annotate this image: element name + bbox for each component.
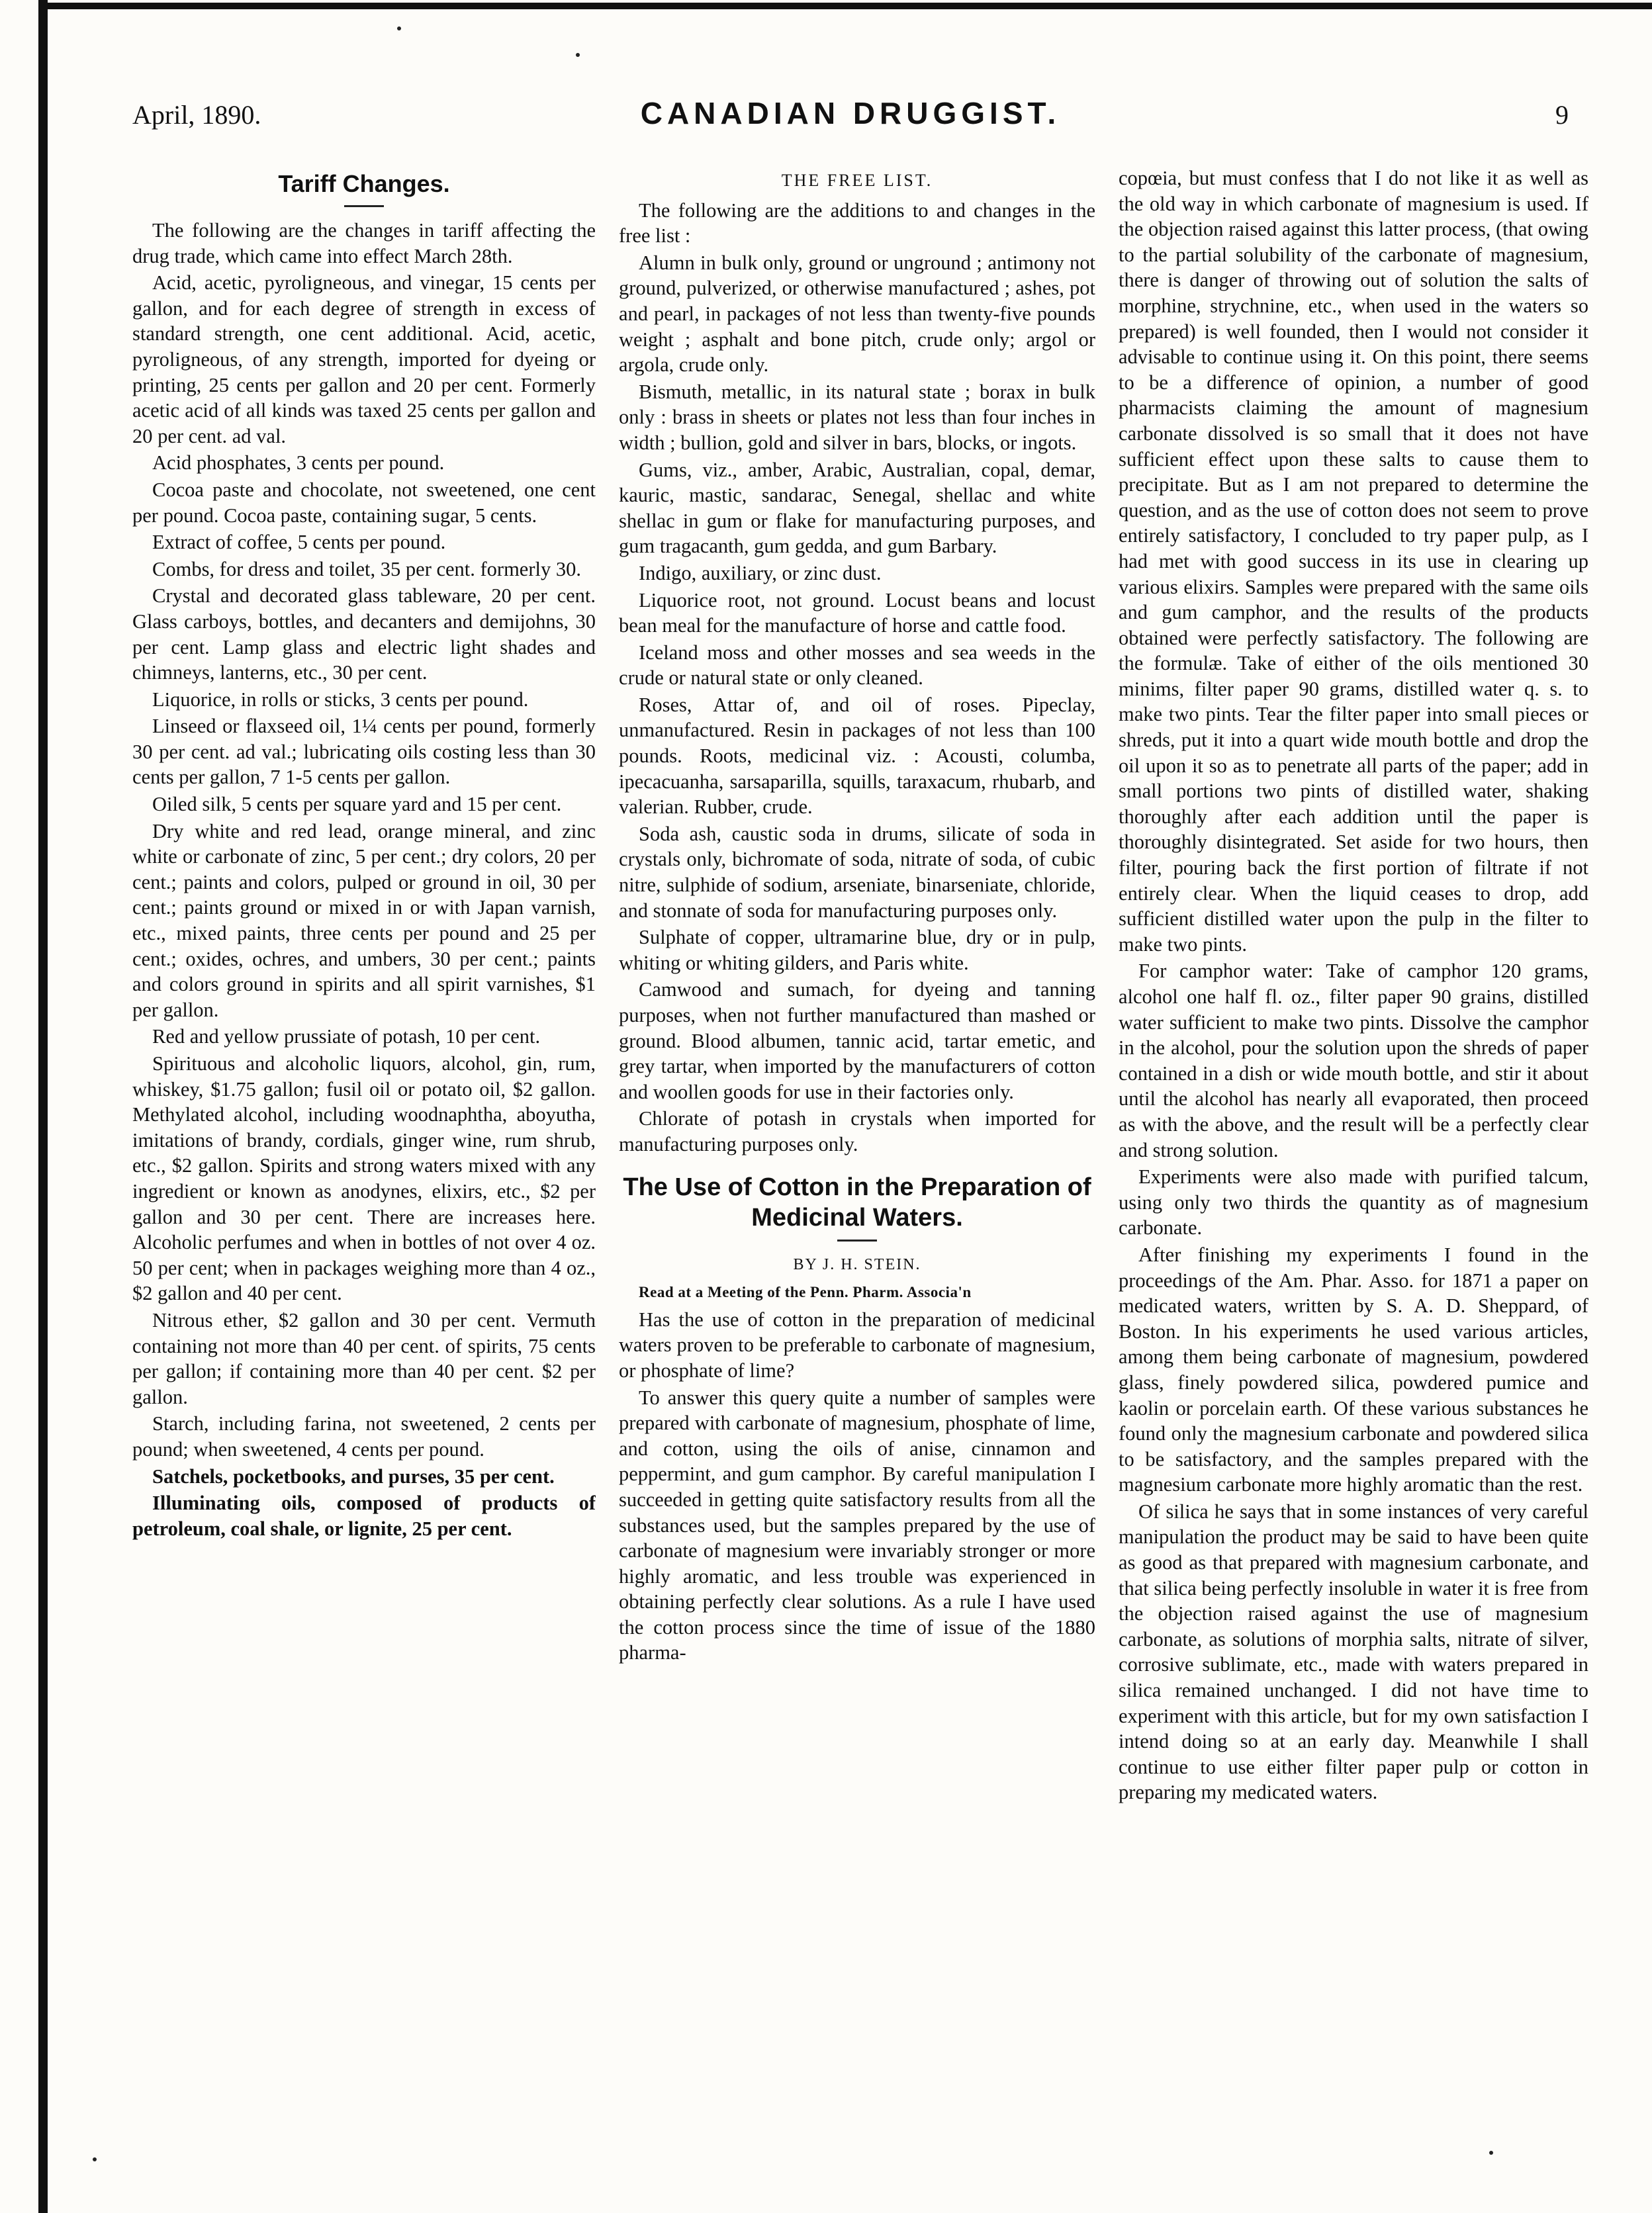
top-border-rule <box>40 3 1652 9</box>
paragraph: Starch, including farina, not sweetened, 2 cents per pound; when sweetened, 4 cents per pound. <box>132 1412 596 1461</box>
paragraph: Sulphate of copper, ultramarine blue, dry or in pulp, whiting or whiting gilders, and Paris white. <box>619 926 1095 974</box>
page-header <box>132 96 1569 146</box>
paragraph: Spirituous and alcoholic liquors, alcohol, gin, rum, whiskey, $1.75 gallon; fusil oil or potato oil, $2 gallon. Methylated alcohol, including woodnaphtha, aboyutha, imitations of brandy, cordials, ginger wine, rum shrub, etc., $2 gallon. Spirits and strong waters mixed with any ingredient or known as anodynes, elixirs, etc., $2 per gallon and 30 per cent. There are increases here. Alcoholic perfumes and when in bottles of not over 4 oz. 50 per cent; when in packages weighing more than 4 oz., $2 gallon and 40 per cent. <box>132 1052 596 1305</box>
paragraph: Satchels, pocketbooks, and purses, 35 per cent. <box>152 1465 555 1488</box>
paragraph: Nitrous ether, $2 gallon and 30 per cent. Vermuth containing not more than 40 per cent. of spirits, 75 cents per gallon; if containing more than 40 per cent. $2 per gallon. <box>132 1308 596 1408</box>
paragraph: Acid phosphates, 3 cents per pound. <box>152 451 445 474</box>
paragraph: Cocoa paste and chocolate, not sweetened, one cent per pound. Cocoa paste, containing sugar, 5 cents. <box>132 478 596 527</box>
paragraph: Alumn in bulk only, ground or unground ; antimony not ground, pulverized, or otherwise manufactured ; ashes, pot and pearl, in packages of not less than twenty-five pounds weight ; asphalt and bone pitch, crude only; argol or argola, crude only. <box>619 251 1095 377</box>
scan-speck <box>93 2157 97 2161</box>
paragraph: Red and yellow prussiate of potash, 10 per cent. <box>152 1025 541 1048</box>
paragraph: Combs, for dress and toilet, 35 per cent. formerly 30. <box>152 557 581 580</box>
paragraph: Camwood and sumach, for dyeing and tanning purposes, when not further manufactured than mashed or ground. Blood albumen, tannic acid, tartar emetic, and grey tartar, when imported by the manufacturers of cotton and woollen goods for use in their factories only. <box>619 978 1095 1103</box>
paragraph: Gums, viz., amber, Arabic, Australian, copal, demar, kauric, mastic, sandarac, Senegal, shellac and white shellac in gum or flake for manufacturing purposes, and gum tragacanth, gum gedda, and gum Barbary. <box>619 458 1095 558</box>
paragraph: After finishing my experiments I found in the proceedings of the Am. Phar. Asso. for 1871 a paper on medicated waters, written by S. A. D. Sheppard, of Boston. In his experiments he used various articles, among them being carbonate of magnesium, powdered glass, finely powdered silica, powdered pumice and kaolin or porcelain earth. Of these various substances he found only the magnesium carbonate and powdered silica to be satisfactory, and the samples prepared with the magnesium carbonate more highly aromatic than the rest. <box>1119 1243 1588 1496</box>
paragraph: Dry white and red lead, orange mineral, and zinc white or carbonate of zinc, 5 per cent.; dry colors, 20 per cent.; paints and colors, pulped or ground in oil, 30 per cent.; paints ground or mixed in or with Japan varnish, etc., mixed paints, three cents per pound and 25 per cent.; oxides, ochres, and umbers, 30 per cent.; paints and colors ground in spirits and all spirit varnishes, $1 per gallon. <box>132 819 596 1021</box>
paragraph: Indigo, auxiliary, or zinc dust. <box>639 561 882 584</box>
section-heading-tariff-changes: Tariff Changes. <box>278 170 450 197</box>
paragraph: copœia, but must confess that I do not like it as well as the old way in which carbonate of magnesium is used. If the objection raised against this latter process, (that owing to the partial solubility of the carbonate of magnesium, there is danger of throwing out of solution the salts of morphine, strychnine, etc., when used in the waters so prepared) is well founded, then I would not consider it advisable to continue using it. On this point, there seems to be a difference of opinion, a number of good pharmacists claiming the amount of magnesium carbonate dissolved is so small that it does not have sufficient effect upon these salts to cause them to precipitate. But as I am not prepared to determine the question, and as the use of cotton does not seem to prove entirely satisfactory, I concluded to try paper pulp, as I had met with good success in its use in clearing up various elixirs. Samples were prepared with the same oils and gum camphor, and the results of the products obtained were perfectly satisfactory. The following are the formulæ. Take of either of the oils mentioned 30 minims, filter paper 90 grams, distilled water q. s. to make two pints. Tear the filter paper into small pieces or shreds, put it into a quart wide mouth bottle and drop the oil upon it so as to penetrate all parts of the paper; add in small portions two pints of distilled water, shaking thoroughly after each addition until the paper is thoroughly disintegrated. Set aside for two hours, then filter, pouring back the first portion of filtrate if not entirely clear. When the liquid ceases to drop, add sufficient distilled water upon the pulp in the filter to make two pints. <box>1119 167 1588 956</box>
paragraph: Oiled silk, 5 cents per square yard and 15 per cent. <box>152 793 562 816</box>
column-1 <box>132 165 596 2190</box>
paragraph: Acid, acetic, pyroligneous, and vinegar, 15 cents per gallon, and for each degree of strength in excess of standard strength, one cent additional. Acid, acetic, pyroligneous, of any strength, imported for dyeing or printing, 25 cents per gallon and 20 per cent. Formerly acetic acid of all kinds was taxed 25 cents per gallon and 20 per cent. ad val. <box>132 271 596 447</box>
journal-title: CANADIAN DRUGGIST. <box>640 96 1061 130</box>
paragraph: Soda ash, caustic soda in drums, silicate of soda in crystals only, bichromate of soda, nitrate of soda, of cubic nitre, sulphide of sodium, arseniate, binarseniate, chloride, and stonnate of soda for manufacturing purposes only. <box>619 822 1095 922</box>
paragraph: Illuminating oils, composed of products of petroleum, coal shale, or lignite, 25 per cent. <box>132 1492 596 1540</box>
issue-date: April, 1890. <box>132 100 261 130</box>
scan-speck <box>1489 2151 1493 2155</box>
paragraph: Crystal and decorated glass tableware, 20 per cent. Glass carboys, bottles, and decanters and demijohns, 30 per cent. Lamp glass and electric light shades and chimneys, lanterns, etc., 30 per cent. <box>132 584 596 684</box>
paragraph: Linseed or flaxseed oil, 1¼ cents per pound, formerly 30 per cent. ad val.; lubricating oils costing less than 30 cents per gallon, 7 1-5 cents per gallon. <box>132 715 596 789</box>
column-3 <box>1119 165 1588 2190</box>
heading-dash <box>344 205 384 207</box>
paragraph: Experiments were also made with purified talcum, using only two thirds the quantity as of magnesium carbonate. <box>1119 1165 1588 1240</box>
paragraph: Of silica he says that in some instances of very careful manipulation the product may be said to have been quite as good as that prepared with magnesium carbonate, and that silica being perfectly insoluble in water it is free from the objection raised against the use of magnesium carbonate, as solutions of morphia salts, nitrate of silver, corrosive sublimate, etc., made with waters prepared in silica remained unchanged. I did not have time to experiment with this article, but for my own satisfaction I intend doing so at an early day. Meanwhile I shall continue to use either filter paper pulp or cotton in preparing my medicated waters. <box>1119 1500 1588 1804</box>
paragraph: Roses, Attar of, and oil of roses. Pipeclay, unmanufactured. Resin in packages of not less than 100 pounds. Roots, medicinal viz. : Acousti, columba, ipecacuanha, sarsaparilla, squills, taraxacum, rhubarb, and valerian. Rubber, crude. <box>619 693 1095 819</box>
paragraph: For camphor water: Take of camphor 120 grams, alcohol one half fl. oz., filter paper 90 grains, distilled water sufficient to make two pints. Dissolve the camphor in the alcohol, pour the solution upon the shreds of paper contained in a dish or wide mouth bottle, and stir it about until the alcohol has nearly all evaporated, then proceed as with the above, and the result will be a perfectly clear and strong solution. <box>1119 960 1588 1161</box>
paragraph: The following are the changes in tariff affecting the drug trade, which came into effect March 28th. <box>132 219 596 267</box>
paragraph: Extract of coffee, 5 cents per pound. <box>152 531 446 554</box>
page-number: 9 <box>1555 100 1569 130</box>
paragraph: To answer this query quite a number of samples were prepared with carbonate of magnesium, phosphate of lime, and cotton, using the oils of anise, cinnamon and peppermint, and gum camphor. By careful manipulation I succeeded in getting quite satisfactory results from all the substances used, but the samples prepared by the use of carbonate of magnesium were invariably stronger or more highly aromatic, and less trouble was experienced in obtaining perfectly clear solutions. As a rule I have used the cotton process since the time of issue of the 1880 pharma- <box>619 1386 1095 1664</box>
paragraph: Has the use of cotton in the preparation of medicinal waters proven to be preferable to carbonate of magnesium, or phosphate of lime? <box>619 1308 1095 1382</box>
paragraph: The following are the additions to and changes in the free list : <box>619 199 1095 248</box>
paragraph: Bismuth, metallic, in its natural state ; borax in bulk only : brass in sheets or plates not less than four inches in width ; bullion, gold and silver in bars, blocks, or ingots. <box>619 380 1095 454</box>
paragraph: Liquorice, in rolls or sticks, 3 cents per pound. <box>152 688 529 711</box>
author-byline: BY J. H. STEIN. <box>793 1255 921 1273</box>
paragraph: Iceland moss and other mosses and sea weeds in the crude or natural state or only cleaned. <box>619 641 1095 690</box>
column-2 <box>619 165 1095 2190</box>
paragraph: Liquorice root, not ground. Locust beans and locust bean meal for the manufacture of horse and cattle food. <box>619 588 1095 637</box>
heading-dash <box>837 1240 877 1242</box>
subheading-free-list: THE FREE LIST. <box>781 171 933 190</box>
article-title-cotton: The Use of Cotton in the Preparation of Medicinal Waters. <box>623 1173 1091 1232</box>
scan-left-edge <box>38 0 48 2213</box>
read-at-note: Read at a Meeting of the Penn. Pharm. Associa'n <box>639 1284 972 1301</box>
paragraph: Chlorate of potash in crystals when imported for manufacturing purposes only. <box>619 1107 1095 1155</box>
scan-speck <box>576 53 580 57</box>
scan-speck <box>397 26 401 30</box>
